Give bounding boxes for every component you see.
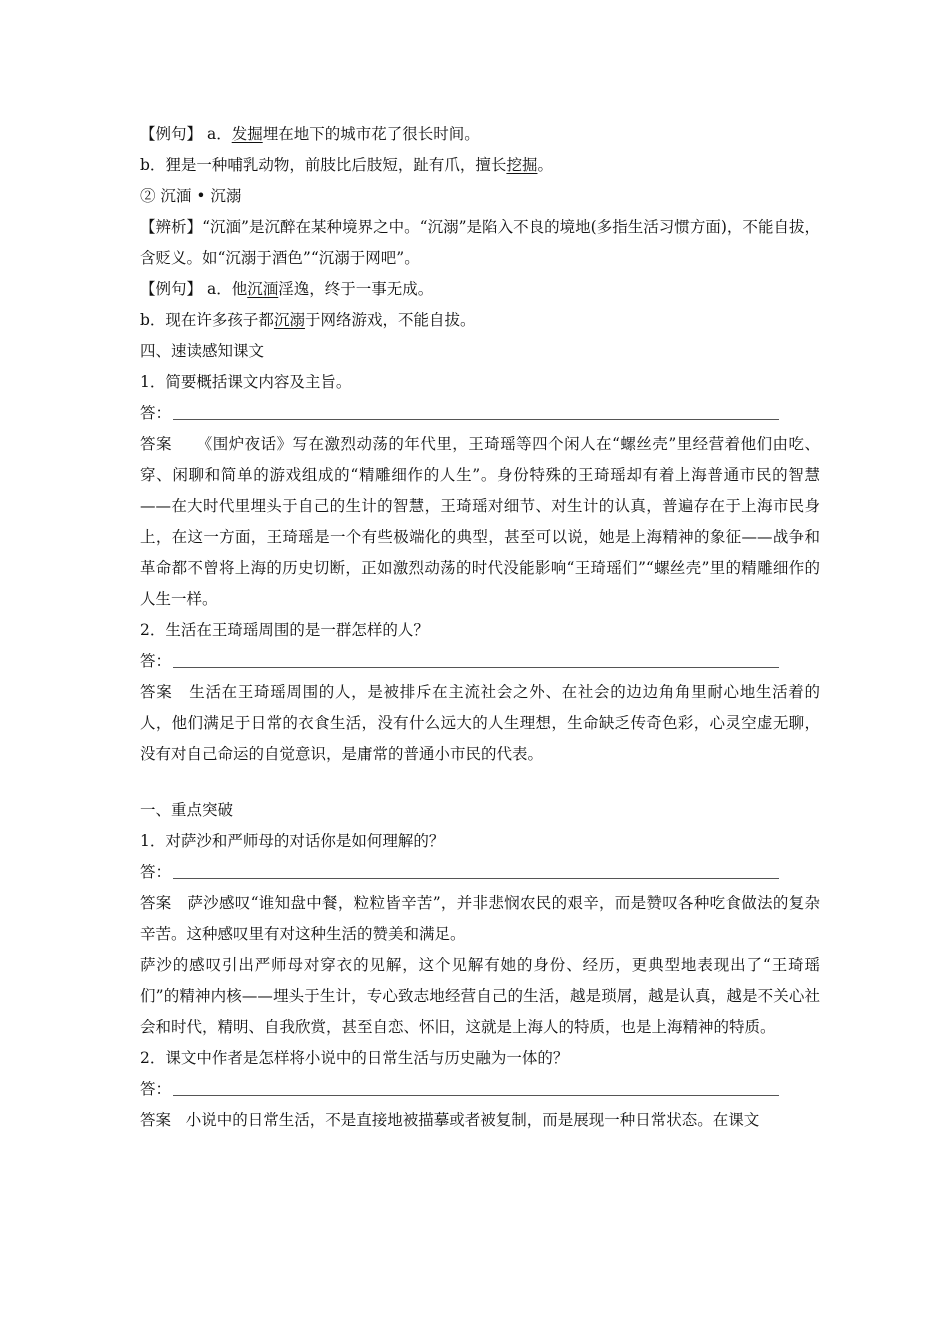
- answer-paragraph: 答案 生活在王琦瑶周围的人，是被排斥在主流社会之外、在社会的边边角角里耐心地生活着的人，他们满足于日常的衣食生活，没有什么远大的人生理想，生命缺乏传奇色彩，心灵空虚无聊，没有对自己命运的自觉意识，是庸常的普通小市民的代表。: [140, 683, 820, 763]
- section-heading: 一、重点突破: [140, 801, 234, 819]
- answer-label: 答案: [140, 683, 173, 701]
- section-gap: [140, 770, 820, 795]
- answer-paragraph: 答案 小说中的日常生活，不是直接地被描摹或者被复制，而是展现一种日常状态。在课文: [140, 1111, 760, 1129]
- underlined-term: 沉湎: [247, 280, 279, 298]
- analysis-label: 【辨析】: [140, 218, 203, 236]
- example-label: 【例句】: [140, 280, 203, 298]
- word-pair-item: ② 沉湎 • 沉溺: [140, 187, 242, 205]
- answer-paragraph-continued: 萨沙的感叹引出严师母对穿衣的见解，这个见解有她的身份、经历，更典型地表现出了“王琦瑶们”的精神内核——埋头于生计，专心致志地经营自己的生活，越是琐屑，越是认真，越是不关心社会和时代，精明、自我欣赏，甚至自恋、怀旧，这就是上海人的特质，也是上海精神的特质。: [140, 956, 820, 1036]
- answer-prefix: 答：: [140, 1080, 172, 1098]
- analysis-paragraph: 【辨析】“沉湎”是沉醉在某种境界之中。“沉溺”是陷入不良的境地(多指生活习惯方面)，不能自拔，含贬义。如“沉溺于酒色”“沉溺于网吧”。: [140, 218, 820, 267]
- document-page: [140, 119, 820, 1136]
- answer-blank[interactable]: [140, 857, 820, 888]
- answer-prefix: 答：: [140, 404, 172, 422]
- answer-blank[interactable]: [140, 398, 820, 429]
- answer-label: 答案: [140, 1111, 172, 1129]
- answer-blank[interactable]: [140, 1074, 820, 1105]
- example-line-4: b．现在许多孩子都沉溺于网络游戏，不能自拔。: [140, 311, 476, 329]
- example-line-3: 【例句】 a．他沉湎淫逸，终于一事无成。: [140, 280, 434, 298]
- underlined-term: 发掘: [231, 125, 263, 143]
- answer-rule: [173, 419, 779, 420]
- underlined-term: 沉溺: [273, 311, 305, 329]
- example-label: 【例句】: [140, 125, 203, 143]
- example-line-2: b．狸是一种哺乳动物，前肢比后肢短，趾有爪，擅长挖掘。: [140, 156, 553, 174]
- question-2: 2．课文中作者是怎样将小说中的日常生活与历史融为一体的？: [140, 1049, 569, 1067]
- answer-prefix: 答：: [140, 652, 172, 670]
- answer-rule: [173, 878, 779, 879]
- answer-blank[interactable]: [140, 646, 820, 677]
- question-1: 1．简要概括课文内容及主旨。: [140, 373, 352, 391]
- question-2: 2．生活在王琦瑶周围的是一群怎样的人？: [140, 621, 429, 639]
- question-1: 1．对萨沙和严师母的对话你是如何理解的？: [140, 832, 445, 850]
- answer-paragraph: 答案 《围炉夜话》写在激烈动荡的年代里，王琦瑶等四个闲人在“螺丝壳”里经营着他们由吃、穿、闲聊和简单的游戏组成的“精雕细作的人生”。身份特殊的王琦瑶却有着上海普通市民的智慧——在大时代里埋头于自己的生计的智慧，王琦瑶对细节、对生计的认真，普遍存在于上海市民身上，在这一方面，王琦瑶是一个有些极端化的典型，甚至可以说，她是上海精神的象征——战争和革命都不曾将上海的历史切断，正如激烈动荡的时代没能影响“王琦瑶们”“螺丝壳”里的精雕细作的人生一样。: [140, 435, 820, 608]
- underlined-term: 挖掘: [506, 156, 538, 174]
- section-heading: 四、速读感知课文: [140, 342, 265, 360]
- answer-rule: [173, 667, 779, 668]
- example-line-1: 【例句】 a．发掘埋在地下的城市花了很长时间。: [140, 125, 480, 143]
- answer-label: 答案: [140, 894, 172, 912]
- answer-rule: [173, 1095, 779, 1096]
- answer-prefix: 答：: [140, 863, 172, 881]
- answer-paragraph: 答案 萨沙感叹“谁知盘中餐，粒粒皆辛苦”，并非悲悯农民的艰辛，而是赞叹各种吃食做法的复杂辛苦。这种感叹里有对这种生活的赞美和满足。: [140, 894, 821, 943]
- answer-label: 答案: [140, 435, 172, 453]
